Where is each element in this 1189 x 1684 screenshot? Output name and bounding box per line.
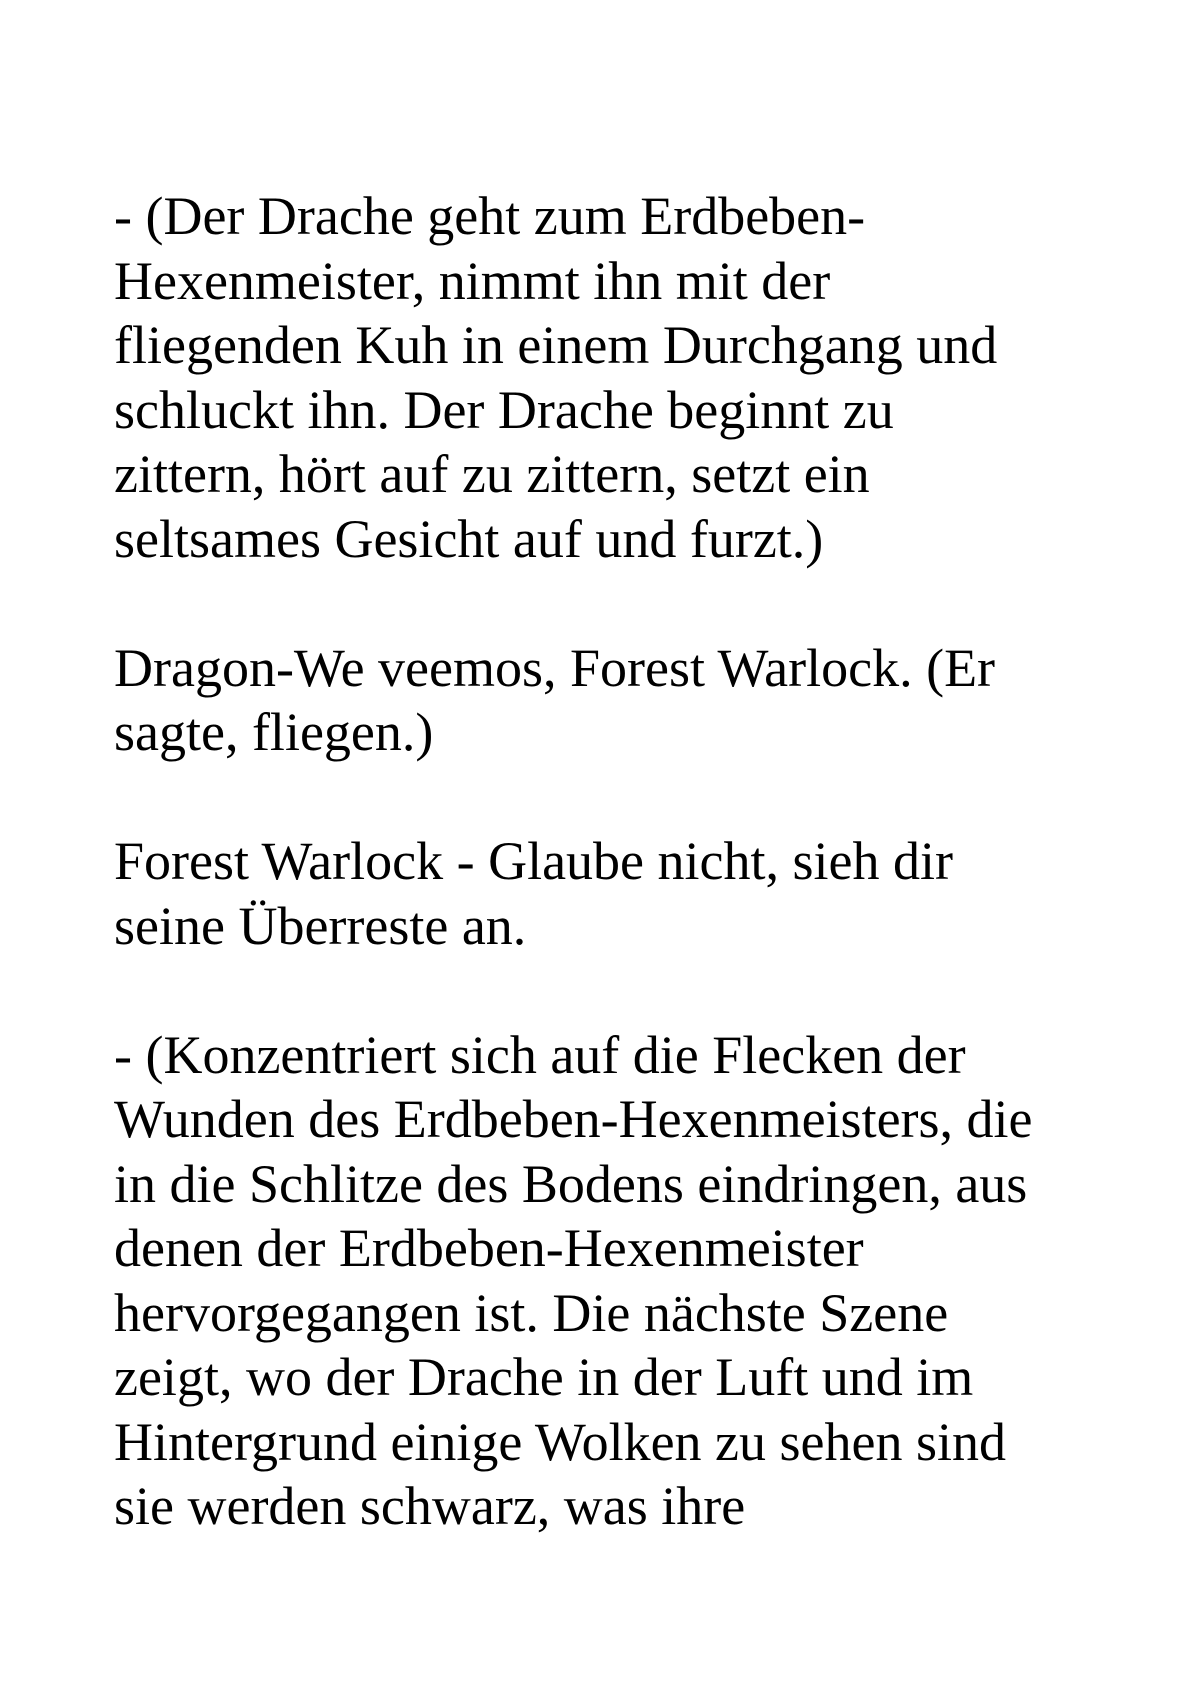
- text-line: Wunden des Erdbeben-Hexenmeisters, die: [114, 1089, 1033, 1149]
- text-line: in die Schlitze des Bodens eindringen, aus: [114, 1153, 1028, 1214]
- text-line: - (Konzentriert sich auf die Flecken der: [114, 1024, 966, 1085]
- paragraph-spacer: [114, 958, 1114, 1023]
- text-line: Hintergrund einige Wolken zu sehen sind: [114, 1411, 1006, 1472]
- document-body: [114, 184, 1114, 1539]
- text-line: denen der Erdbeben-Hexenmeister: [114, 1218, 864, 1278]
- paragraph-spacer: [114, 571, 1114, 636]
- paragraph-3: [114, 829, 1114, 958]
- text-line: seltsames Gesicht auf und furzt.): [114, 508, 824, 569]
- text-line: Forest Warlock - Glaube nicht, sieh dir: [114, 831, 953, 891]
- text-line: hervorgegangen ist. Die nächste Szene: [114, 1282, 949, 1343]
- paragraph-2: [114, 636, 1114, 765]
- text-line: sagte, fliegen.): [114, 702, 434, 762]
- paragraph-spacer: [114, 765, 1114, 830]
- paragraph-4: [114, 1023, 1114, 1539]
- text-line: sie werden schwarz, was ihre: [114, 1476, 746, 1536]
- text-line: - (Der Drache geht zum Erdbeben-: [114, 186, 866, 246]
- text-line: zeigt, wo der Drache in der Luft und im: [114, 1347, 974, 1407]
- text-line: fliegenden Kuh in einem Durchgang und: [114, 315, 998, 375]
- text-line: schluckt ihn. Der Drache beginnt zu: [114, 379, 894, 440]
- text-line: Hexenmeister, nimmt ihn mit der: [114, 250, 831, 311]
- text-line: zittern, hört auf zu zittern, setzt ein: [114, 444, 870, 504]
- paragraph-1: [114, 184, 1114, 571]
- text-line: Dragon-We veemos, Forest Warlock. (Er: [114, 637, 996, 698]
- text-line: seine Überreste an.: [114, 895, 527, 956]
